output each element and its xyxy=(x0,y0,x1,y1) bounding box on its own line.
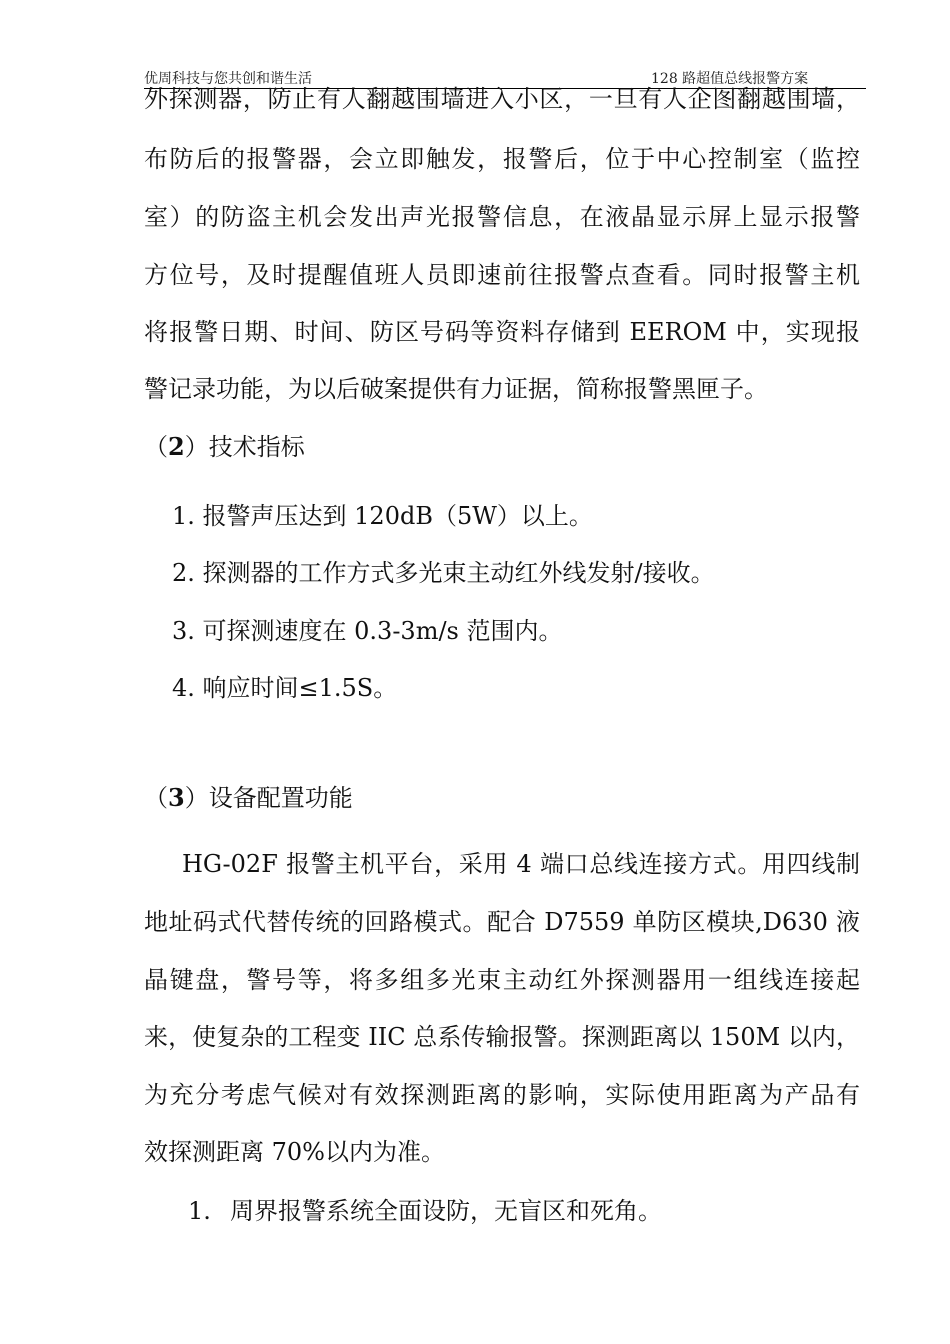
section-3-heading xyxy=(144,783,353,813)
header-right-text: 128 路超值总线报警方案 xyxy=(651,71,809,87)
paragraph-line: 外探测器，防止有人翻越围墙进入小区，一旦有人企图翻越围墙， xyxy=(144,85,860,113)
paragraph-line: 晶键盘，警号等，将多组多光束主动红外探测器用一组线连接起 xyxy=(144,966,860,994)
paragraph-line: HG-02F 报警主机平台，采用 4 端口总线连接方式。用四线制 xyxy=(182,850,860,878)
heading-open-paren: （ xyxy=(144,433,168,461)
paragraph-line: 布防后的报警器，会立即触发，报警后，位于中心控制室（监控 xyxy=(144,145,860,173)
list-item-number: 1. xyxy=(188,1197,211,1225)
heading-number: 2 xyxy=(168,432,185,461)
paragraph-line: 地址码式代替传统的回路模式。配合 D7559 单防区模块,D630 液 xyxy=(144,908,860,936)
heading-open-paren: （ xyxy=(144,784,168,812)
paragraph-line: 来，使复杂的工程变 IIC 总系传输报警。探测距离以 150M 以内， xyxy=(144,1023,860,1051)
paragraph-line: 效探测距离 70%以内为准。 xyxy=(144,1138,445,1166)
heading-close-paren: ） xyxy=(184,433,209,461)
heading-title: 设备配置功能 xyxy=(208,784,353,812)
list-item-text: 周界报警系统全面设防，无盲区和死角。 xyxy=(230,1197,662,1225)
paragraph-line: 室）的防盗主机会发出声光报警信息，在液晶显示屏上显示报警 xyxy=(144,203,860,231)
list-item: 2. 探测器的工作方式多光束主动红外线发射/接收。 xyxy=(172,559,715,587)
heading-close-paren: ） xyxy=(184,784,209,812)
section-2-heading xyxy=(144,432,305,462)
header-left-text: 优周科技与您共创和谐生活 xyxy=(144,71,312,87)
heading-title: 技术指标 xyxy=(208,433,305,461)
list-item: 3. 可探测速度在 0.3-3m/s 范围内。 xyxy=(172,617,563,645)
paragraph-line: 方位号，及时提醒值班人员即速前往报警点查看。同时报警主机 xyxy=(144,261,860,289)
list-item: 4. 响应时间≤1.5S。 xyxy=(172,674,398,702)
list-item: 1. 报警声压达到 120dB（5W）以上。 xyxy=(172,502,593,530)
paragraph-line: 将报警日期、时间、防区号码等资料存储到 EEROM 中，实现报 xyxy=(144,318,860,346)
paragraph-line: 警记录功能，为以后破案提供有力证据，简称报警黑匣子。 xyxy=(144,375,768,403)
heading-number: 3 xyxy=(168,783,185,812)
paragraph-line: 为充分考虑气候对有效探测距离的影响，实际使用距离为产品有 xyxy=(144,1081,860,1109)
